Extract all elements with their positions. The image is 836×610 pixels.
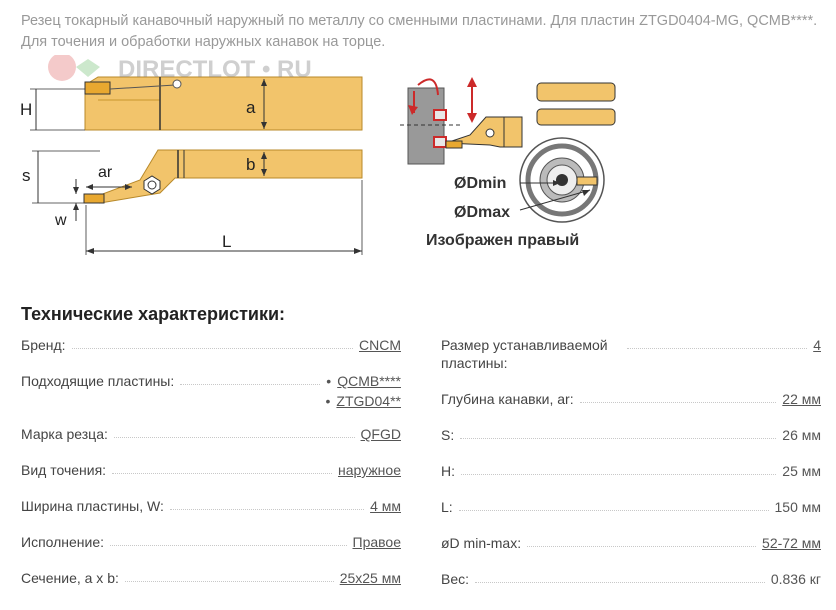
spec-row-section [21, 569, 401, 587]
spec-label: Ширина пластины, W: [21, 497, 168, 515]
tool-top-view [22, 150, 362, 255]
spec-label: Подходящие пластины: [21, 372, 178, 390]
hand-link[interactable]: Правое [352, 534, 401, 550]
watermark-text: DIRECTLOT • RU [118, 56, 312, 83]
section-link[interactable]: 25x25 мм [339, 570, 401, 586]
spec-label: Исполнение: [21, 533, 108, 551]
turning-link[interactable]: наружное [338, 462, 401, 478]
spec-value: 0.836 кг [767, 570, 821, 588]
spec-label: Марка резца: [21, 425, 112, 443]
spec-label: Сечение, a x b: [21, 569, 123, 587]
dmax-label: ØDmax [454, 204, 511, 221]
specs-heading: Технические характеристики: [21, 304, 286, 324]
spec-row-diameter [441, 534, 821, 552]
spec-label: S: [441, 426, 458, 444]
leader-dots [580, 390, 777, 403]
tool-drawing [0, 55, 836, 255]
dim-s-label: s [22, 166, 31, 185]
insert-link-qcmb[interactable]: QCMB**** [337, 373, 401, 389]
dim-L-label: L [222, 232, 232, 251]
spec-label: Глубина канавки, ar: [441, 390, 578, 408]
leader-dots [110, 533, 346, 546]
dmin-label: ØDmin [454, 175, 507, 192]
spec-value: 26 мм [778, 426, 821, 444]
dim-w-label: w [55, 212, 67, 229]
specs-left-column [21, 336, 401, 605]
leader-dots [475, 570, 765, 583]
spec-label: Вес: [441, 570, 473, 588]
grade-link[interactable]: QFGD [360, 426, 401, 442]
leader-dots [460, 426, 776, 439]
spec-label: Бренд: [21, 336, 70, 354]
spec-row-weight [441, 570, 821, 588]
leader-dots [114, 425, 355, 438]
inserts-list [326, 371, 401, 411]
spec-row-h [441, 462, 821, 480]
spec-label: øD min-max: [441, 534, 525, 552]
specs-right-column [441, 336, 821, 606]
leader-dots [459, 498, 769, 511]
spec-row-insert-size [441, 336, 821, 372]
spec-row-depth [441, 390, 821, 408]
dim-ar-label: ar [98, 164, 113, 181]
spec-row-brand [21, 336, 401, 354]
leader-dots [527, 534, 756, 547]
list-item [326, 391, 401, 411]
leader-dots [125, 569, 334, 582]
depth-link[interactable]: 22 мм [782, 391, 821, 407]
leader-dots [112, 461, 332, 474]
dim-a-label: a [246, 98, 256, 117]
spec-label: Размер устанавливаемой пластины: [441, 336, 625, 372]
list-item [326, 371, 401, 391]
width-link[interactable]: 4 мм [370, 498, 401, 514]
leader-dots [170, 497, 364, 510]
watermark [48, 55, 312, 83]
insert-link-ztgd[interactable]: ZTGD04** [336, 393, 401, 409]
spec-value: 25 мм [778, 462, 821, 480]
brand-link[interactable]: CNCM [359, 337, 401, 353]
spec-row-width [21, 497, 401, 515]
spec-row-hand [21, 533, 401, 551]
insert-size-link[interactable]: 4 [813, 337, 821, 353]
spec-row-grade [21, 425, 401, 443]
spec-label: Вид точения: [21, 461, 110, 479]
face-groove-diagram [400, 77, 615, 249]
product-description: Резец токарный канавочный наружный по металлу со сменными пластинами. Для пластин ZTGD0404-MG, QCMB****. Для точения и обработки наружных канавок на торце. [21, 13, 818, 50]
dim-H-label: H [20, 100, 33, 119]
leader-dots [461, 462, 776, 475]
spec-label: L: [441, 498, 457, 516]
leader-dots [72, 336, 353, 349]
spec-row-l [441, 498, 821, 516]
spec-label: H: [441, 462, 459, 480]
tool-side-view [20, 77, 362, 130]
spec-row-turning [21, 461, 401, 479]
spec-row-s [441, 426, 821, 444]
drawing-caption: Изображен правый [426, 232, 580, 249]
spec-value: 150 мм [771, 498, 822, 516]
leader-dots [627, 336, 807, 349]
leader-dots [180, 372, 319, 385]
dim-b-label: b [246, 155, 256, 174]
diameter-link[interactable]: 52-72 мм [762, 535, 821, 551]
spec-row-inserts [21, 372, 401, 411]
